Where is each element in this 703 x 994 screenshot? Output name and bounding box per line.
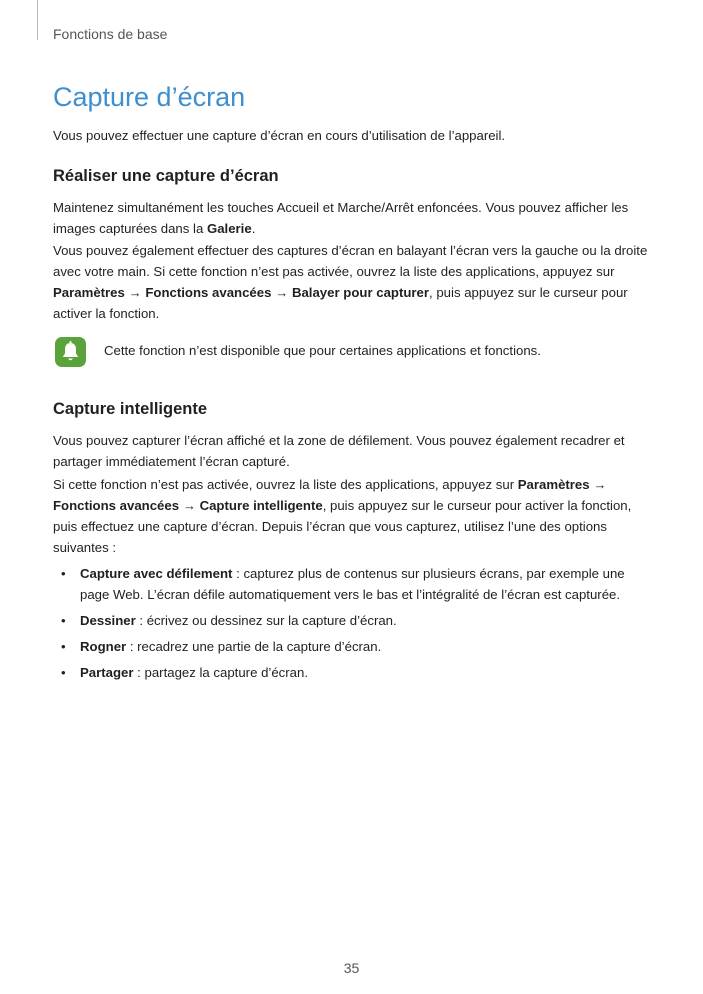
note-text: Cette fonction n’est disponible que pour certaines applications et fonctions. — [104, 343, 541, 358]
intro-paragraph: Vous pouvez effectuer une capture d’écran en cours d’utilisation de l’appareil. — [53, 128, 506, 143]
section-heading-smart-capture: Capture intelligente — [53, 400, 208, 418]
list-item: • Dessiner : écrivez ou dessinez sur la capture d’écran. — [61, 613, 397, 628]
paragraph-smart-capture-enable: Si cette fonction n’est pas activée, ouvrez la liste des applications, appuyez sur Paramètres → Fonctions avancées → Capture intelligente, puis appuyez sur le curseur pour activer la fonction, puis effectuez une capture d’écran. Depuis l’écran que vous capturez, utilisez l’une des options suivantes : — [53, 477, 632, 555]
options-list — [53, 563, 653, 688]
page-title: Capture d’écran — [53, 82, 246, 112]
header-divider — [37, 0, 38, 40]
section-header: Fonctions de base — [53, 26, 168, 42]
paragraph-keys: Maintenez simultanément les touches Accueil et Marche/Arrêt enfoncées. Vous pouvez afficher les images capturées dans la Galerie. — [53, 200, 629, 236]
gallery-app-name: Galerie — [206, 221, 252, 236]
list-item: • Rogner : recadrez une partie de la capture d’écran. — [61, 639, 382, 654]
bell-icon — [55, 337, 86, 367]
paragraph-palm-swipe: Vous pouvez également effectuer des captures d’écran en balayant l’écran vers la gauche ou la droite avec votre main. Si cette fonction n’est pas activée, ouvrez la liste des applications, appuyez sur Paramètres → Fonctions avancées → Balayer pour capturer, puis appuyez sur le curseur pour activer la fonction. — [53, 243, 648, 321]
list-item: • Capture avec défilement : capturez plus de contenus sur plusieurs écrans, par exemple une page Web. L’écran défile automatiquement vers le bas et l’intégralité de l’écran est capturée. — [61, 566, 625, 602]
list-item: • Partager : partagez la capture d’écran. — [61, 665, 308, 680]
section-heading-screenshot: Réaliser une capture d’écran — [53, 167, 279, 185]
page-number: 35 — [343, 960, 360, 976]
paragraph-smart-capture-intro: Vous pouvez capturer l’écran affiché et la zone de défilement. Vous pouvez également recadrer et partager immédiatement l’écran capturé. — [53, 433, 625, 469]
